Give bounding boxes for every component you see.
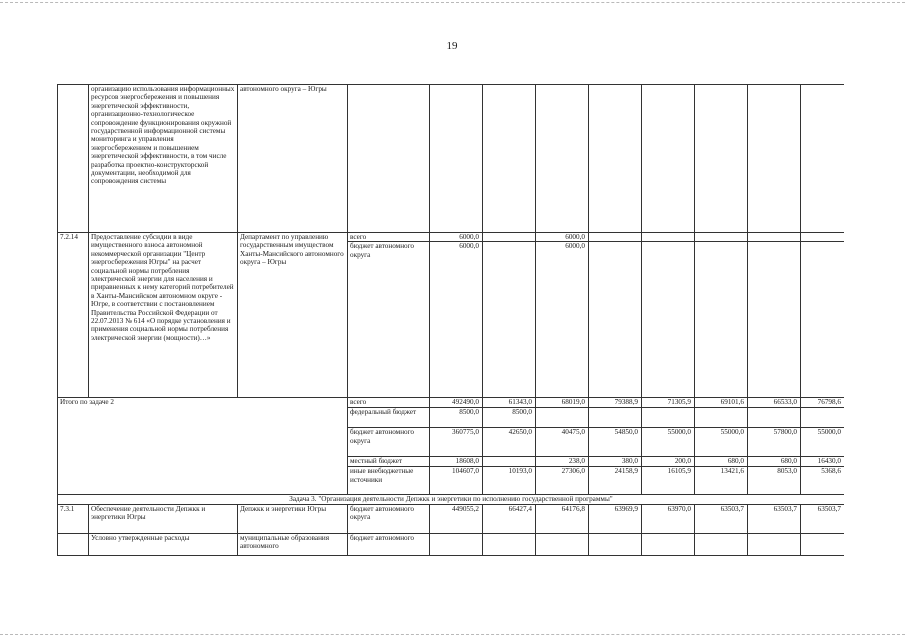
value-cell: 6000,0 — [430, 233, 483, 242]
code-cell — [58, 85, 89, 233]
value-cell — [483, 457, 536, 467]
value-cell — [589, 408, 642, 428]
table-row-conditional — [58, 533, 845, 555]
value-cell — [589, 533, 642, 555]
value-cell — [748, 408, 801, 428]
value-cell: 16105,9 — [642, 467, 695, 495]
value-cell: 5368,6 — [801, 467, 845, 495]
budget-table — [57, 84, 844, 556]
value-cell: 55000,0 — [695, 428, 748, 457]
value-cell: 6000,0 — [430, 242, 483, 398]
value-cell: 492490,0 — [430, 398, 483, 408]
source-cell: федеральный бюджет — [348, 408, 430, 428]
value-cell: 680,0 — [748, 457, 801, 467]
executor-cell: автономного округа – Югры — [238, 85, 348, 233]
value-cell: 200,0 — [642, 457, 695, 467]
value-cell — [589, 242, 642, 398]
value-cell: 6000,0 — [536, 233, 589, 242]
value-cell — [748, 85, 801, 233]
value-cell: 6000,0 — [536, 242, 589, 398]
code-cell: 7.2.14 — [58, 233, 89, 398]
value-cell: 64176,8 — [536, 504, 589, 533]
value-cell: 10193,0 — [483, 467, 536, 495]
value-cell — [801, 85, 845, 233]
task-title-cell: Задача 3. "Организация деятельности Депжкк и энергетики по исполнению государственной программы" — [58, 495, 845, 504]
value-cell: 61343,0 — [483, 398, 536, 408]
value-cell — [430, 85, 483, 233]
value-cell: 13421,6 — [695, 467, 748, 495]
value-cell: 71305,9 — [642, 398, 695, 408]
budget-table-container — [57, 84, 844, 564]
source-cell: бюджет автономного — [348, 533, 430, 555]
activity-name-cell: Обеспечение деятельности Депжкк и энергетики Югры — [89, 504, 238, 533]
code-cell — [58, 533, 89, 555]
value-cell: 63503,7 — [801, 504, 845, 533]
value-cell — [642, 408, 695, 428]
value-cell — [748, 533, 801, 555]
value-cell — [483, 233, 536, 242]
source-cell — [348, 85, 430, 233]
value-cell: 449055,2 — [430, 504, 483, 533]
page-number: 19 — [446, 40, 458, 52]
value-cell: 360775,0 — [430, 428, 483, 457]
value-cell: 18608,0 — [430, 457, 483, 467]
value-cell — [483, 85, 536, 233]
source-cell: бюджет автономного округа — [348, 242, 430, 398]
source-cell: местный бюджет — [348, 457, 430, 467]
value-cell: 54850,0 — [589, 428, 642, 457]
source-cell: всего — [348, 233, 430, 242]
value-cell: 63503,7 — [748, 504, 801, 533]
code-cell: 7.3.1 — [58, 504, 89, 533]
table-row-continuation — [58, 85, 845, 233]
value-cell: 42650,0 — [483, 428, 536, 457]
value-cell — [430, 533, 483, 555]
total-label-cell: Итого по задаче 2 — [58, 398, 348, 495]
value-cell — [642, 242, 695, 398]
value-cell: 57800,0 — [748, 428, 801, 457]
source-cell: бюджет автономного округа — [348, 504, 430, 533]
value-cell — [748, 242, 801, 398]
value-cell: 68019,0 — [536, 398, 589, 408]
value-cell — [801, 233, 845, 242]
executor-cell: муниципальные образования автономного — [238, 533, 348, 555]
value-cell: 8500,0 — [483, 408, 536, 428]
value-cell: 8500,0 — [430, 408, 483, 428]
value-cell — [695, 408, 748, 428]
value-cell — [801, 408, 845, 428]
value-cell: 238,0 — [536, 457, 589, 467]
value-cell — [536, 85, 589, 233]
activity-name-cell: Условно утвержденные расходы — [89, 533, 238, 555]
table-row-731 — [58, 504, 845, 533]
value-cell — [748, 233, 801, 242]
value-cell: 63503,7 — [695, 504, 748, 533]
source-cell: иные внебюджетные источники — [348, 467, 430, 495]
scan-edge-top — [0, 2, 905, 3]
executor-cell: Департамент по управлению государственным имуществом Ханты-Мансийского автономного округа – Югры — [238, 233, 348, 398]
value-cell — [589, 233, 642, 242]
value-cell — [536, 533, 589, 555]
value-cell: 63970,0 — [642, 504, 695, 533]
source-cell: бюджет автономного округа — [348, 428, 430, 457]
value-cell: 8053,0 — [748, 467, 801, 495]
source-cell: всего — [348, 398, 430, 408]
value-cell — [642, 533, 695, 555]
value-cell: 66533,0 — [748, 398, 801, 408]
value-cell: 63969,9 — [589, 504, 642, 533]
value-cell — [695, 242, 748, 398]
value-cell — [536, 408, 589, 428]
value-cell: 680,0 — [695, 457, 748, 467]
value-cell — [695, 85, 748, 233]
activity-name-cell: организацию использования информационных ресурсов энергосбережения и повышения энергетической эффективности, организационно-технологическое сопровождение функционирования окружной государственной информационной системы мониторинга и управления энергосбережением и повышением энергетической эффективности, в том числе разработка проектно-конструкторской документации, необходимой для сопровождения системы — [89, 85, 238, 233]
value-cell — [801, 242, 845, 398]
value-cell — [642, 233, 695, 242]
value-cell: 16430,0 — [801, 457, 845, 467]
value-cell — [483, 533, 536, 555]
value-cell — [483, 242, 536, 398]
table-row-task3-title — [58, 495, 845, 504]
value-cell: 24158,9 — [589, 467, 642, 495]
value-cell — [642, 85, 695, 233]
activity-name-cell: Предоставление субсидии в виде имущественного взноса автономной некоммерческой организации "Центр энергосбережения Югры" на расчет социальной нормы потребления электрической энергии для населения и приравненных к нему категорий потребителей в Ханты-Мансийском автономном округе - Югре, в соответствии с постановлением Правительства Российской Федерации от 22.07.2013 № 614 «О порядке установления и применения социальной нормы потребления электрической энергии (мощности)…» — [89, 233, 238, 398]
scan-edge-bottom — [0, 634, 905, 635]
executor-cell: Депжкк и энергетики Югры — [238, 504, 348, 533]
value-cell: 55000,0 — [801, 428, 845, 457]
table-row-7214-total — [58, 233, 845, 242]
value-cell: 55000,0 — [642, 428, 695, 457]
value-cell — [801, 533, 845, 555]
value-cell: 69101,6 — [695, 398, 748, 408]
value-cell: 79388,9 — [589, 398, 642, 408]
value-cell — [695, 233, 748, 242]
value-cell: 76798,6 — [801, 398, 845, 408]
value-cell: 66427,4 — [483, 504, 536, 533]
value-cell: 104607,0 — [430, 467, 483, 495]
value-cell — [695, 533, 748, 555]
value-cell: 380,0 — [589, 457, 642, 467]
value-cell: 40475,0 — [536, 428, 589, 457]
value-cell: 27306,0 — [536, 467, 589, 495]
value-cell — [589, 85, 642, 233]
table-row-total-all — [58, 398, 845, 408]
